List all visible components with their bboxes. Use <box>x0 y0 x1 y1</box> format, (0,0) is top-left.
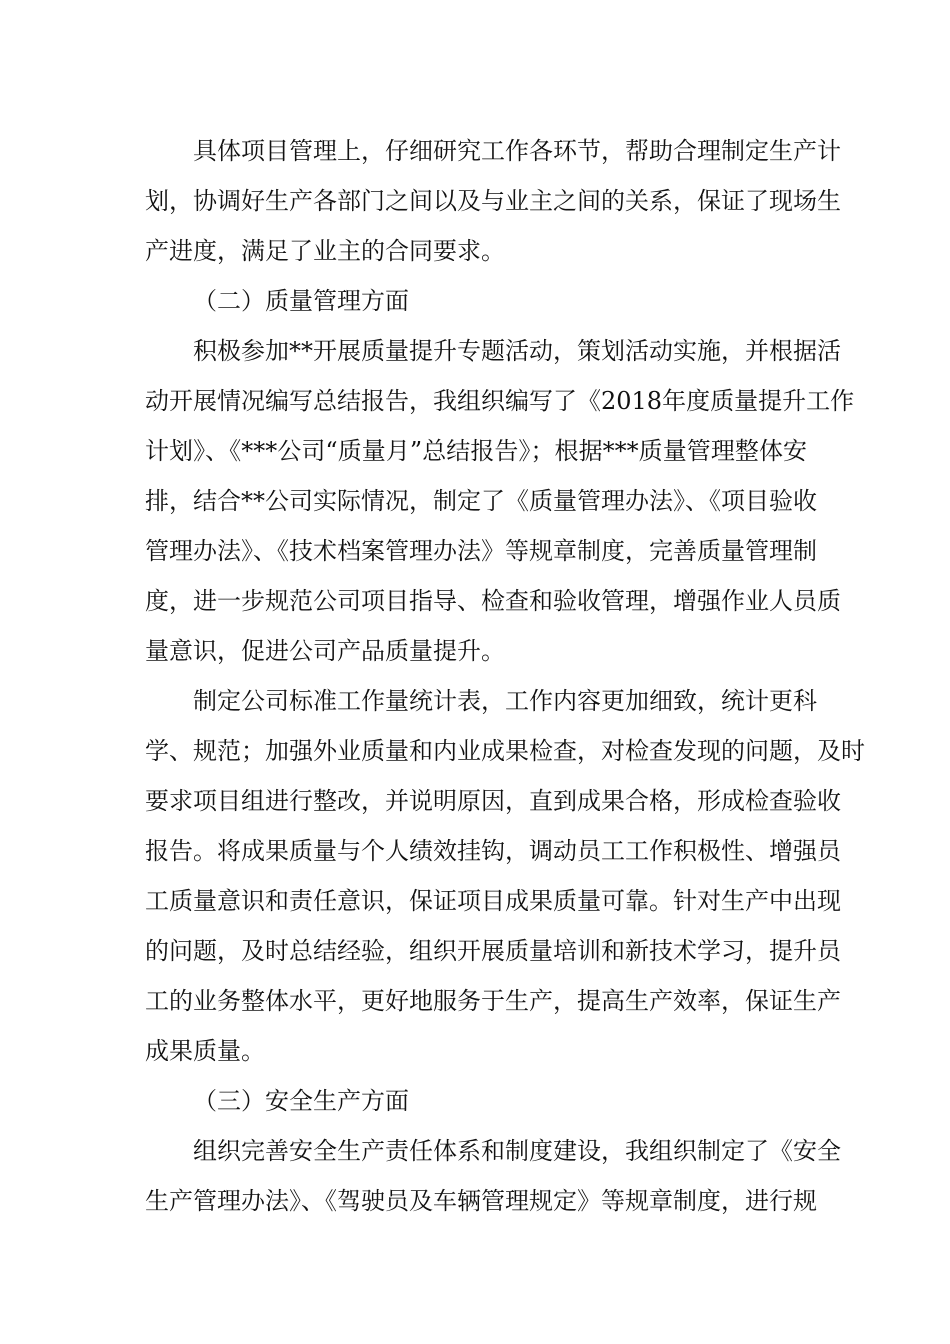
text-line: 要求项目组进行整改，并说明原因，直到成果合格，形成检查验收 <box>145 787 841 815</box>
text-line: 动开展情况编写总结报告，我组织编写了《2018年度质量提升工作 <box>145 387 855 415</box>
text-line: 划，协调好生产各部门之间以及与业主之间的关系，保证了现场生 <box>145 187 841 215</box>
text-line: 的问题，及时总结经验，组织开展质量培训和新技术学习，提升员 <box>145 937 841 965</box>
text-line: 工的业务整体水平，更好地服务于生产，提高生产效率，保证生产 <box>145 987 841 1015</box>
text-line: 管理办法》、《技术档案管理办法》等规章制度，完善质量管理制 <box>145 537 817 565</box>
section-heading: （三）安全生产方面 <box>193 1087 409 1115</box>
text-line: 计划》、《***公司“质量月”总结报告》；根据***质量管理整体安 <box>145 437 807 465</box>
text-line: 报告。将成果质量与个人绩效挂钩，调动员工工作积极性、增强员 <box>145 837 841 865</box>
text-line: 排，结合**公司实际情况，制定了《质量管理办法》、《项目验收 <box>145 487 817 515</box>
text-line: 度，进一步规范公司项目指导、检查和验收管理，增强作业人员质 <box>145 587 841 615</box>
text-line: 生产管理办法》、《驾驶员及车辆管理规定》等规章制度，进行规 <box>145 1187 817 1215</box>
text-line: 量意识，促进公司产品质量提升。 <box>145 637 505 665</box>
text-line: 积极参加**开展质量提升专题活动，策划活动实施，并根据活 <box>193 337 841 365</box>
text-line: 学、规范；加强外业质量和内业成果检查，对检查发现的问题，及时 <box>145 737 865 765</box>
text-line: 工质量意识和责任意识，保证项目成果质量可靠。针对生产中出现 <box>145 887 841 915</box>
text-line: 制定公司标准工作量统计表，工作内容更加细致，统计更科 <box>193 687 817 715</box>
text-line: 成果质量。 <box>145 1037 265 1065</box>
text-line: 产进度，满足了业主的合同要求。 <box>145 237 505 265</box>
section-heading: （二）质量管理方面 <box>193 287 409 315</box>
text-line: 具体项目管理上，仔细研究工作各环节，帮助合理制定生产计 <box>193 137 841 165</box>
text-line: 组织完善安全生产责任体系和制度建设，我组织制定了《安全 <box>193 1137 841 1165</box>
